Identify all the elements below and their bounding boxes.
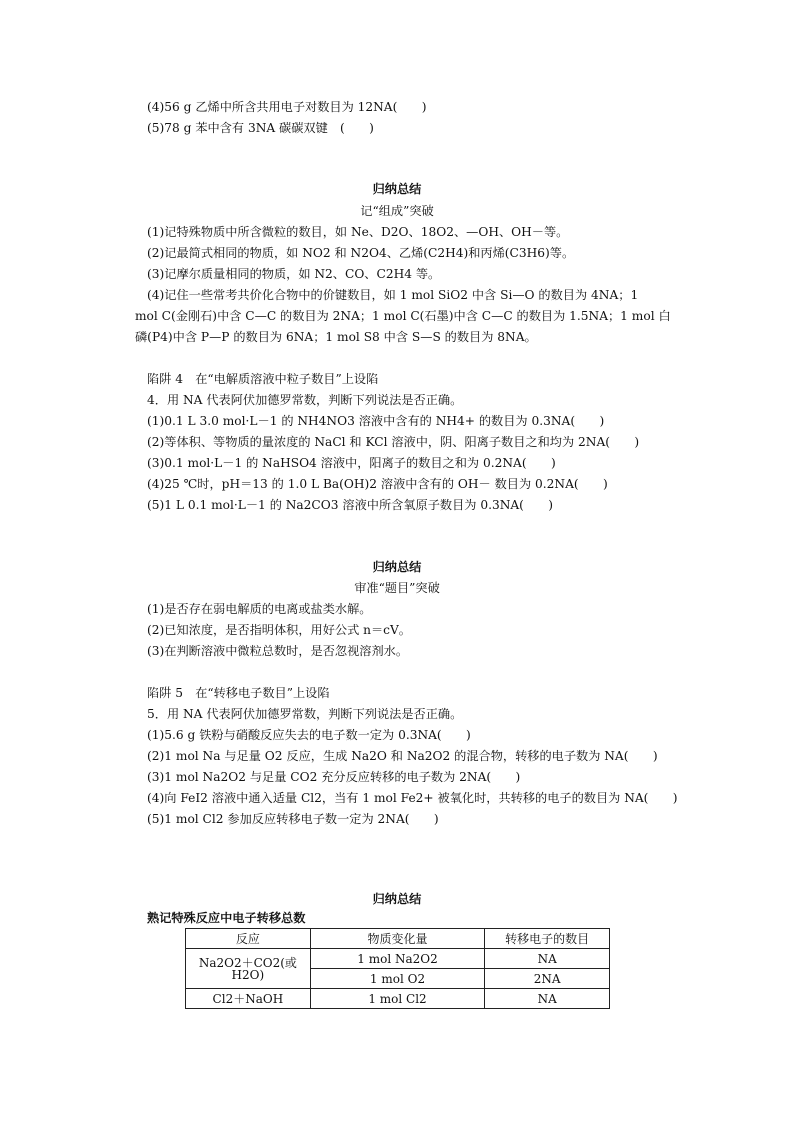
trap5-item: (3)1 mol Na2O2 与足量 CO2 充分反应转移的电子数为 2NA( ) <box>147 770 521 784</box>
trap4-question: 4．用 NA 代表阿伏加德罗常数，判断下列说法是否正确。 <box>147 393 463 407</box>
trap5-question: 5．用 NA 代表阿伏加德罗常数，判断下列说法是否正确。 <box>147 707 463 721</box>
electron-transfer-table <box>185 928 610 1009</box>
summary2-line: (3)在判断溶液中微粒总数时，是否忽视溶剂水。 <box>147 644 409 658</box>
trap4-item: (3)0.1 mol·L－1 的 NaHSO4 溶液中，阳离子的数目之和为 0.2NA( ) <box>147 456 556 470</box>
table-header-reaction: 反应 <box>186 929 311 949</box>
trap4-item: (1)0.1 L 3.0 mol·L－1 的 NH4NO3 溶液中含有的 NH4+ 的数目为 0.3NA( ) <box>147 414 605 428</box>
summary2-line: (1)是否存在弱电解质的电离或盐类水解。 <box>147 602 372 616</box>
trap4-item: (2)等体积、等物质的量浓度的 NaCl 和 KCl 溶液中，阴、阳离子数目之和均为 2NA( ) <box>147 435 640 449</box>
summary1-line: 磷(P4)中含 P—P 的数目为 6NA；1 mol S8 中含 S—S 的数目为 8NA。 <box>135 330 537 344</box>
table-cell-reaction: Cl2＋NaOH <box>186 989 311 1009</box>
summary1-line: mol C(金刚石)中含 C—C 的数目为 2NA；1 mol C(石墨)中含 C—C 的数目为 1.5NA；1 mol 白 <box>135 309 671 323</box>
table-cell-electrons: NA <box>485 989 610 1009</box>
trap5-item: (5)1 mol Cl2 参加反应转移电子数一定为 2NA( ) <box>147 812 439 826</box>
trap3-item-4: (4)56 g 乙烯中所含共用电子对数目为 12NA( ) <box>147 100 427 114</box>
trap4-title: 陷阱 4 在“电解质溶液中粒子数目”上设陷 <box>147 372 379 386</box>
table-cell-electrons: 2NA <box>485 969 610 989</box>
trap5-item: (4)向 FeI2 溶液中通入适量 Cl2，当有 1 mol Fe2+ 被氧化时，共转移的电子的数目为 NA( ) <box>147 791 678 805</box>
trap4-item: (5)1 L 0.1 mol·L－1 的 Na2CO3 溶液中所含氧原子数目为 0.3NA( ) <box>147 498 554 512</box>
table-cell-amount: 1 mol Na2O2 <box>310 949 485 969</box>
trap3-item-5: (5)78 g 苯中含有 3NA 碳碳双键 ( ) <box>147 121 374 135</box>
summary2-heading: 归纳总结 <box>372 560 422 574</box>
summary3-heading: 归纳总结 <box>372 892 422 906</box>
trap5-item: (2)1 mol Na 与足量 O2 反应，生成 Na2O 和 Na2O2 的混合物，转移的电子数为 NA( ) <box>147 749 658 763</box>
table-header-electrons: 转移电子的数目 <box>485 929 610 949</box>
table-cell-amount: 1 mol Cl2 <box>310 989 485 1009</box>
table-cell-reaction: Na2O2＋CO2(或 H2O) <box>186 949 311 989</box>
summary1-line: (1)记特殊物质中所含微粒的数目，如 Ne、D2O、18O2、—OH、OH－等。 <box>147 225 569 239</box>
trap5-item: (1)5.6 g 铁粉与硝酸反应失去的电子数一定为 0.3NA( ) <box>147 728 471 742</box>
summary1-line: (3)记摩尔质量相同的物质，如 N2、CO、C2H4 等。 <box>147 267 441 281</box>
table-row <box>186 989 610 1009</box>
summary1-line: (4)记住一些常考共价化合物中的价键数目，如 1 mol SiO2 中含 Si—O 的数目为 4NA；1 <box>147 288 639 302</box>
table-cell-electrons: NA <box>485 949 610 969</box>
table-header-amount: 物质变化量 <box>310 929 485 949</box>
summary1-heading: 归纳总结 <box>372 182 422 196</box>
trap5-title: 陷阱 5 在“转移电子数目”上设陷 <box>147 686 330 700</box>
table-cell-amount: 1 mol O2 <box>310 969 485 989</box>
trap4-item: (4)25 ℃时，pH＝13 的 1.0 L Ba(OH)2 溶液中含有的 OH－ 数目为 0.2NA( ) <box>147 477 608 491</box>
summary1-line: (2)记最简式相同的物质，如 NO2 和 N2O4、乙烯(C2H4)和丙烯(C3H6)等。 <box>147 246 575 260</box>
table-row <box>186 949 610 969</box>
summary2-subheading: 审准“题目”突破 <box>354 581 440 595</box>
table-header-row <box>186 929 610 949</box>
summary2-line: (2)已知浓度，是否指明体积，用好公式 n＝cV。 <box>147 623 411 637</box>
summary1-subheading: 记“组成”突破 <box>360 204 434 218</box>
summary3-caption: 熟记特殊反应中电子转移总数 <box>147 911 306 925</box>
